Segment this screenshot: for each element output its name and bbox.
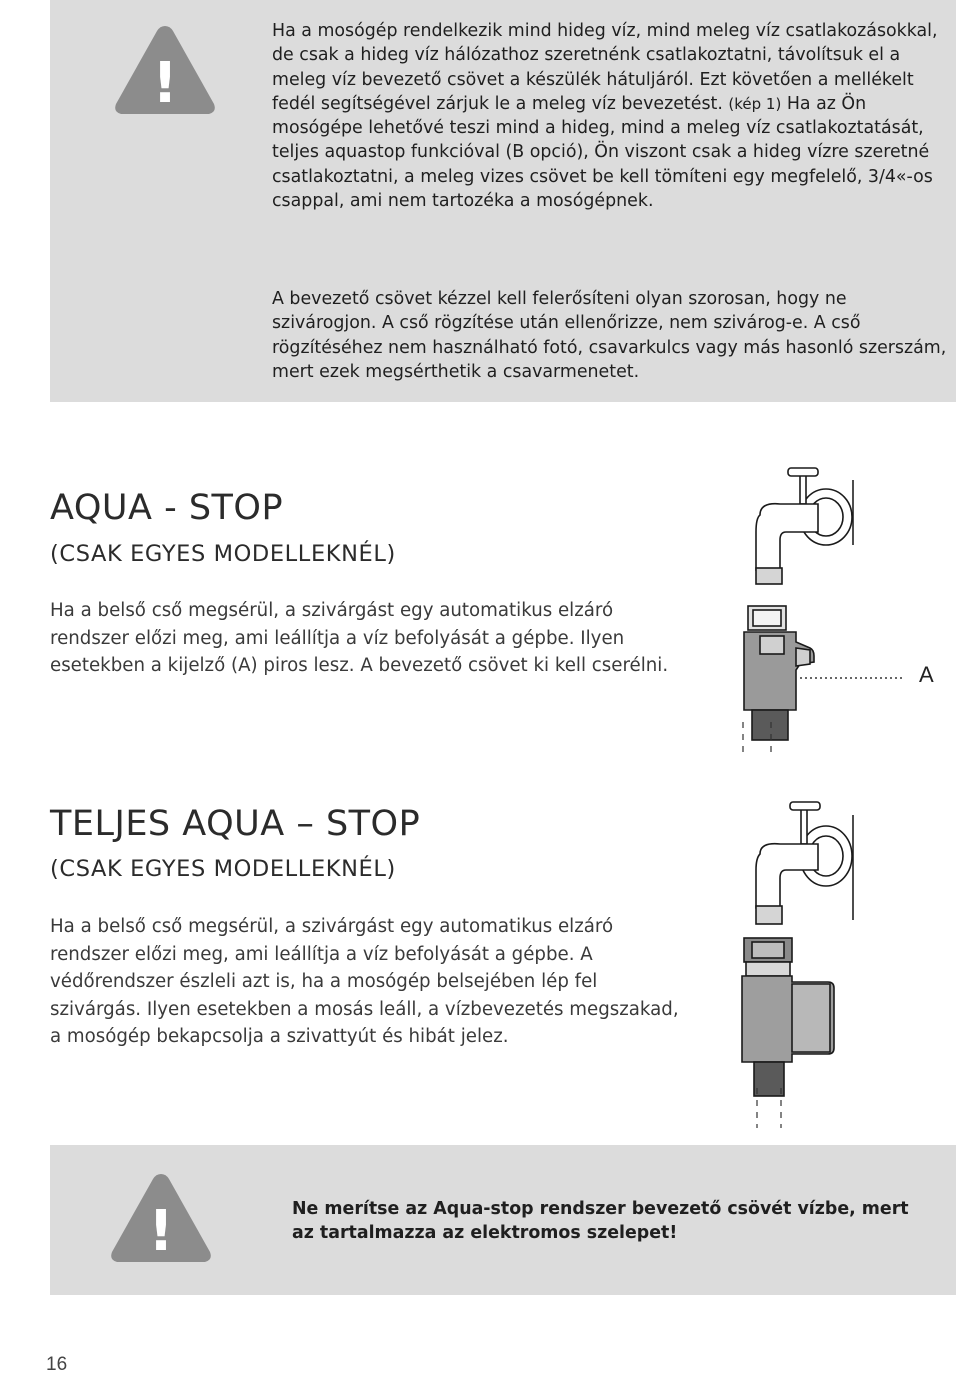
section-body-full-aqua-stop: Ha a belső cső megsérül, a szivárgást egy automatikus elzáró rendszer előzi meg, ami leállítja a víz befolyását a gépbe. A védőrendszer észleli azt is, ha a mosógép belsejében lép fel szivárgás. Ilyen esetekben a mosás leáll, a vízbevezetés megszakad, a mosógép bekapcsolja a szivattyút és hibát jelez. — [50, 916, 679, 1047]
indicator-label-a: A — [919, 662, 934, 687]
full-aqua-stop-illustration — [700, 770, 960, 1130]
image-reference: (kép 1) — [728, 94, 782, 113]
warning-top-text-rest: Ha az Ön mosógépe lehetővé teszi mind a hideg, mind a meleg víz csatlakoztatását, teljes aquastop funkcióval (B opció), Ön viszont csak a hideg vízre szeretné csatlakoztatni, a meleg vizes csövet be kell tömíteni egy megfelelő, 3/4«-os csappal, ami nem tartozéka a mosógépnek. — [272, 93, 933, 212]
warning-glyph: ! — [152, 51, 178, 116]
warning-triangle-icon — [106, 1168, 216, 1268]
warning-top-text-main: Ha a mosógép rendelkezik mind hideg víz, mind meleg víz csatlakozásokkal, de csak a hideg víz hálózathoz szeretnénk csatlakoztatni, távolítsuk el a meleg víz bevezető csövet a készülék hátuljáról. Ezt követően a mellékelt fedél segítségével zárjuk le a meleg víz bevezetést. — [272, 21, 938, 114]
warning-glyph: ! — [148, 1199, 174, 1264]
section-body-aqua-stop: Ha a belső cső megsérül, a szivárgást egy automatikus elzáró rendszer előzi meg, ami leállítja a víz befolyását a gépbe. Ilyen esetekben a kijelző (A) piros lesz. A bevezető csövet ki kell cserélni. — [50, 600, 669, 676]
page-number: 16 — [46, 1354, 68, 1375]
section-subtitle-aqua-stop: (CSAK EGYES MODELLEKNÉL) — [50, 541, 396, 567]
aqua-stop-illustration — [700, 460, 960, 760]
section-title-full-aqua-stop: TELJES AQUA – STOP — [50, 804, 421, 844]
warning-triangle-icon — [110, 20, 220, 120]
section-title-aqua-stop: AQUA - STOP — [50, 488, 284, 528]
warning-top-paragraph-2: A bevezető csövet kézzel kell felerősíteni olyan szorosan, hogy ne szivárogjon. A cső rögzítése után ellenőrizze, nem szivárog-e. A cső rögzítéséhez nem használható fotó, csavarkulcs vagy más hasonló szerszám, mert ezek megsérthetik a csavarmenetet. — [272, 289, 947, 382]
warning-bottom-text: Ne merítse az Aqua-stop rendszer bevezető csövét vízbe, mert az tartalmazza az elektromos szelepet! — [292, 1199, 909, 1244]
section-subtitle-full-aqua-stop: (CSAK EGYES MODELLEKNÉL) — [50, 856, 396, 882]
warning-top-paragraph-1 — [272, 19, 952, 213]
